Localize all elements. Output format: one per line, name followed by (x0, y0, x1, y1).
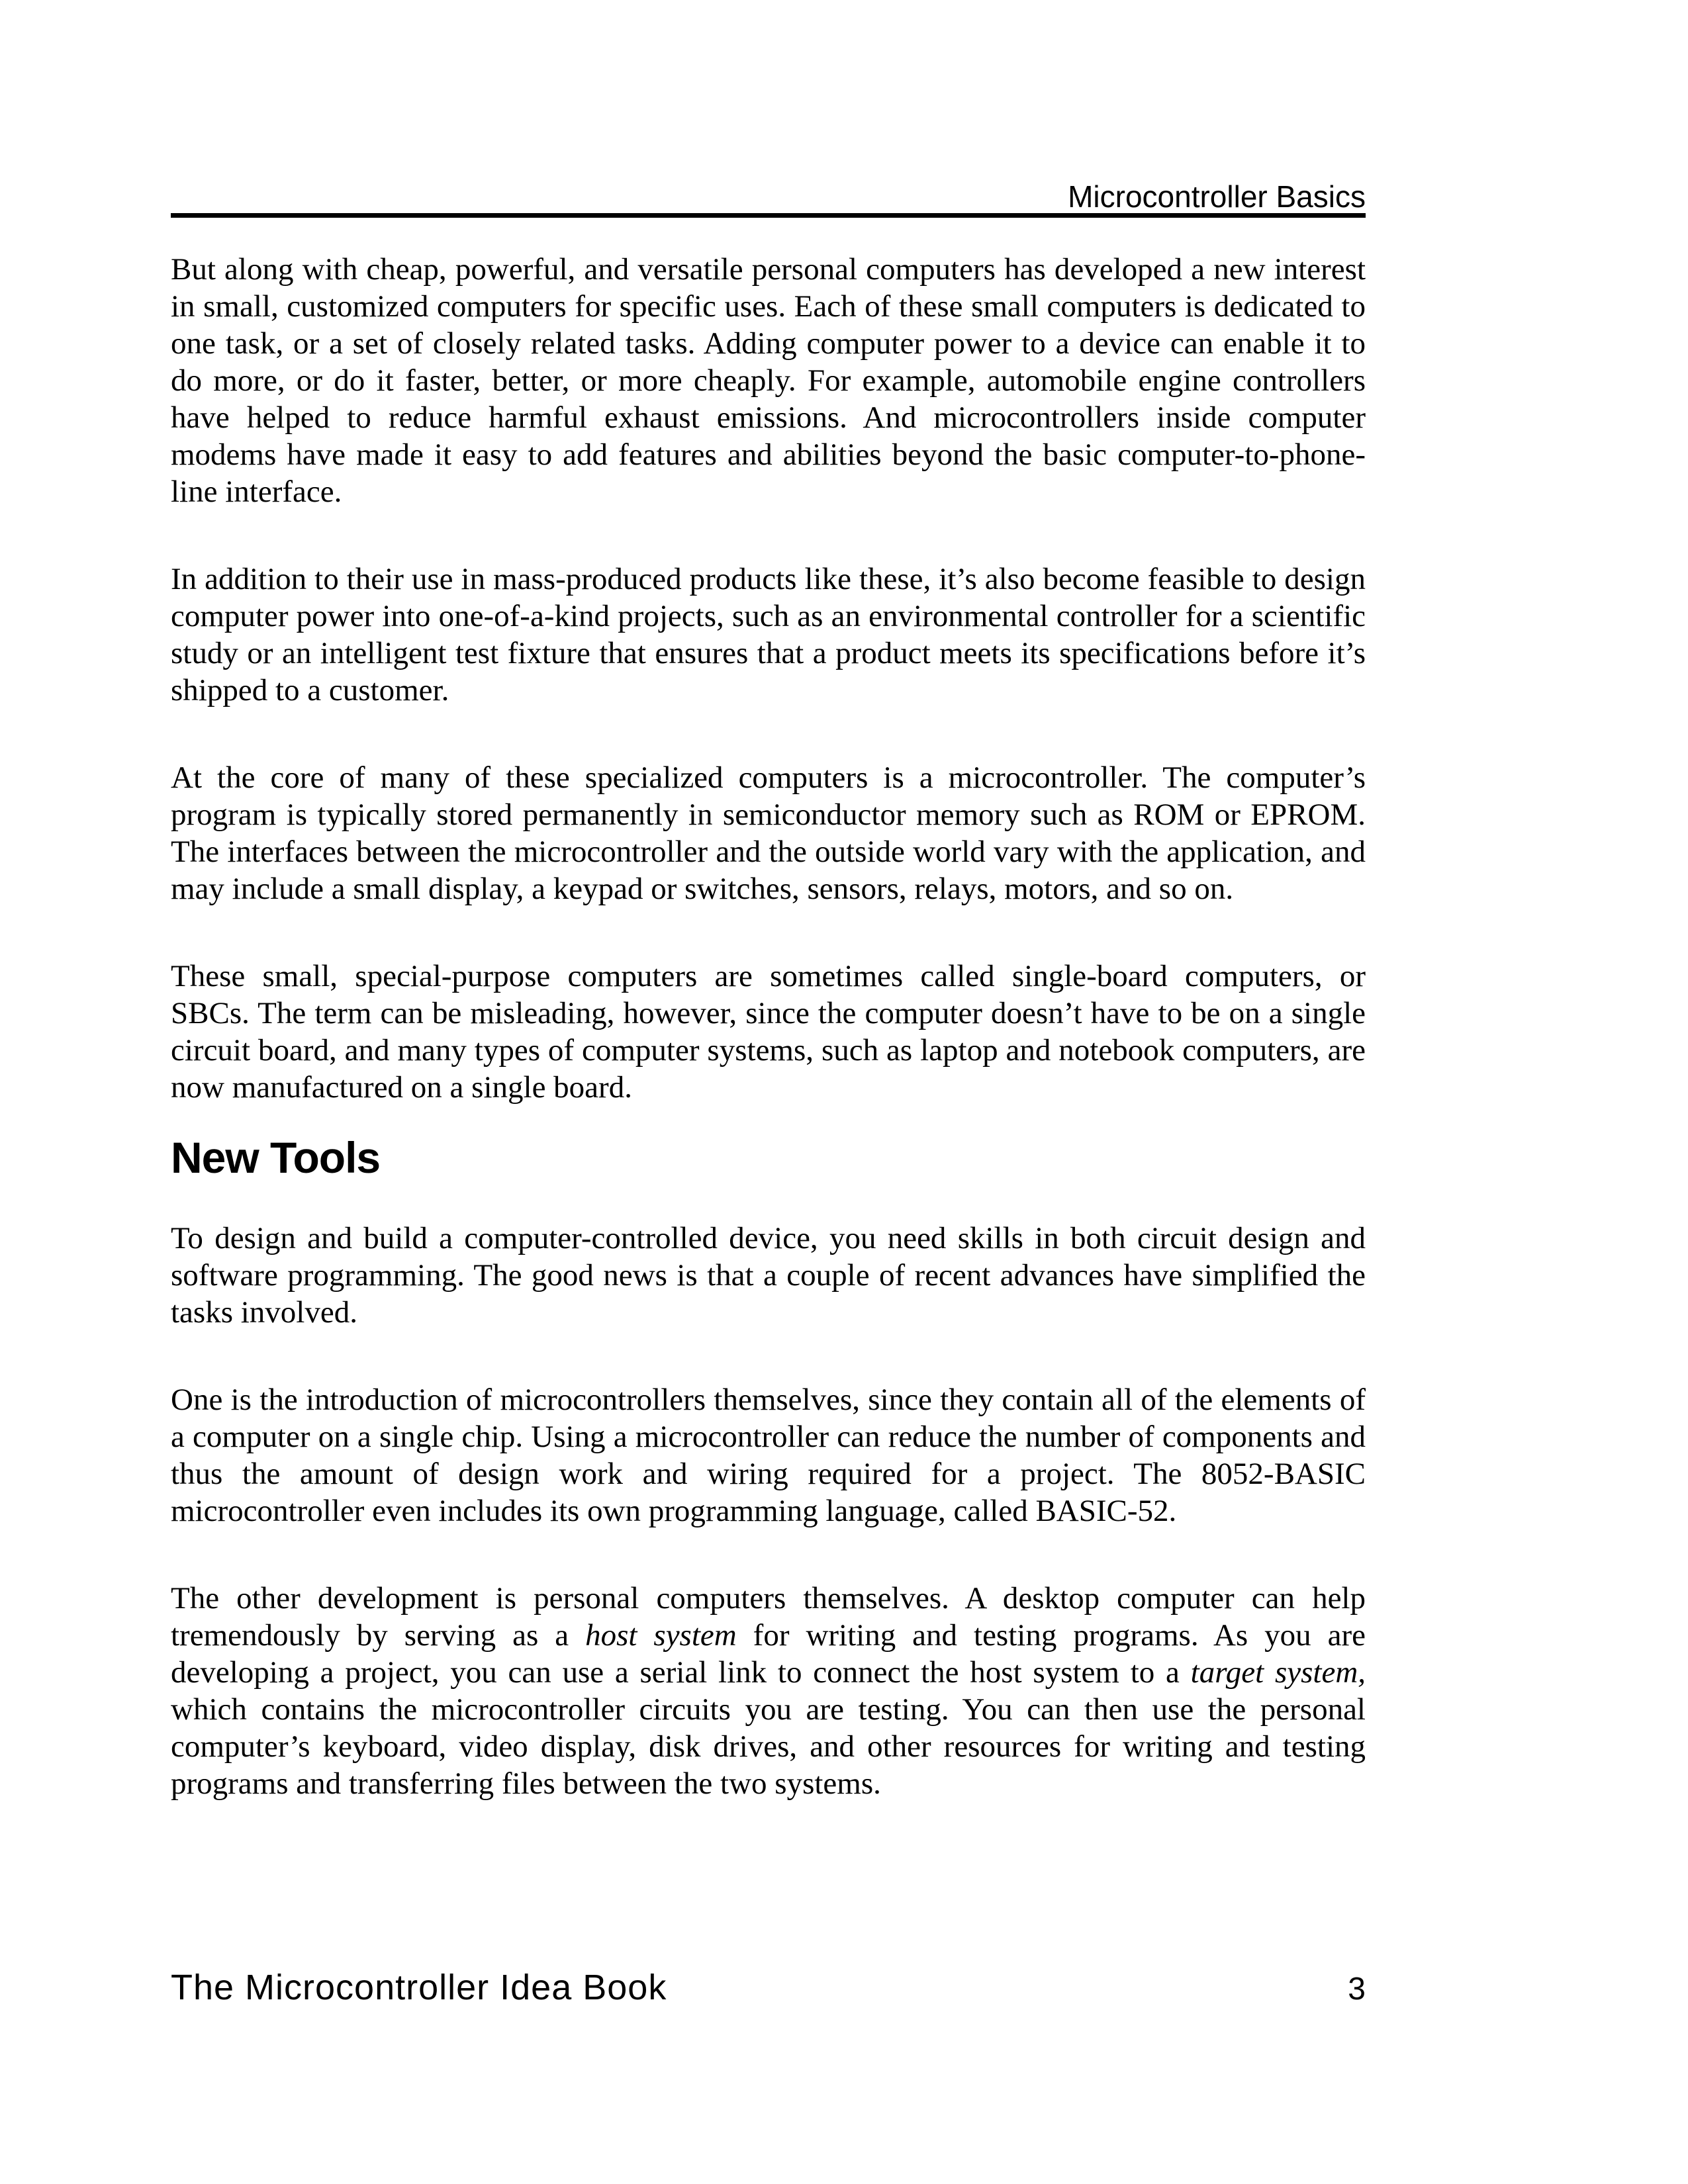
intro-paragraphs (171, 251, 1366, 1106)
paragraph (171, 561, 1366, 709)
page-footer (171, 1967, 1366, 2008)
paragraph (171, 251, 1366, 510)
paragraph (171, 1381, 1366, 1529)
text-run: These small, special-purpose computers are sometimes called single-board computers, or SBCs. The term can be misleading, however, since the computer doesn’t have to be on a single circuit board, and many types of computer systems, such as laptop and notebook computers, are now manufactured on a single board. (171, 959, 1366, 1105)
text-run: At the core of many of these specialized computers is a microcontroller. The computer’s program is typically stored permanently in semiconductor memory such as ROM or EPROM. The interfaces between the microcontroller and the outside world vary with the application, and may include a small display, a keypad or switches, sensors, relays, motors, and so on. (171, 760, 1366, 906)
text-run: The other development is personal computers themselves. A desktop computer can help tremendously by serving as a (171, 1581, 1366, 1653)
chapter-title: Microcontroller Basics (1068, 179, 1366, 214)
paragraph (171, 1220, 1366, 1331)
book-title: The Microcontroller Idea Book (171, 1968, 667, 2007)
italic-term: target system, (1190, 1655, 1366, 1690)
text-column (171, 180, 1366, 1802)
italic-term: host system (585, 1618, 737, 1653)
text-run: In addition to their use in mass-produced products like these, it’s also become feasible to design computer power into one-of-a-kind projects, such as an environmental controller for a scientific study or an intelligent test fixture that ensures that a product meets its specifications before it’s shipped to a customer. (171, 562, 1366, 707)
page-number: 3 (1348, 1972, 1366, 2007)
text-run: which contains the microcontroller circuits you are testing. You can then use the personal computer’s keyboard, video display, disk drives, and other resources for writing and testing programs and transferring files between the two systems. (171, 1692, 1366, 1801)
text-run: One is the introduction of microcontrollers themselves, since they contain all of the elements of a computer on a single chip. Using a microcontroller can reduce the number of components and thus the amount of design work and wiring required for a project. The 8052-BASIC microcontroller even includes its own programming language, called BASIC-52. (171, 1383, 1366, 1528)
running-header (171, 180, 1366, 213)
text-run: To design and build a computer-controlled device, you need skills in both circuit design and software programming. The good news is that a couple of recent advances have simplified the tasks involved. (171, 1221, 1366, 1330)
section-paragraphs (171, 1220, 1366, 1802)
paragraph (171, 1580, 1366, 1802)
section-heading: New Tools (171, 1133, 381, 1182)
paragraph (171, 958, 1366, 1106)
text-run: But along with cheap, powerful, and versatile personal computers has developed a new interest in small, customized computers for specific uses. Each of these small computers is dedicated to one task, or a set of closely related tasks. Adding computer power to a device can enable it to do more, or do it faster, better, or more cheaply. For example, automobile engine controllers have helped to reduce harmful exhaust emissions. And microcontrollers inside computer modems have made it easy to add features and abilities beyond the basic computer-to-phone-line interface. (171, 252, 1366, 509)
text-run: for writing and testing programs. As you are developing a project, you can use a serial link to connect the host system to a (171, 1618, 1366, 1690)
paragraph (171, 759, 1366, 907)
header-rule (171, 213, 1366, 218)
